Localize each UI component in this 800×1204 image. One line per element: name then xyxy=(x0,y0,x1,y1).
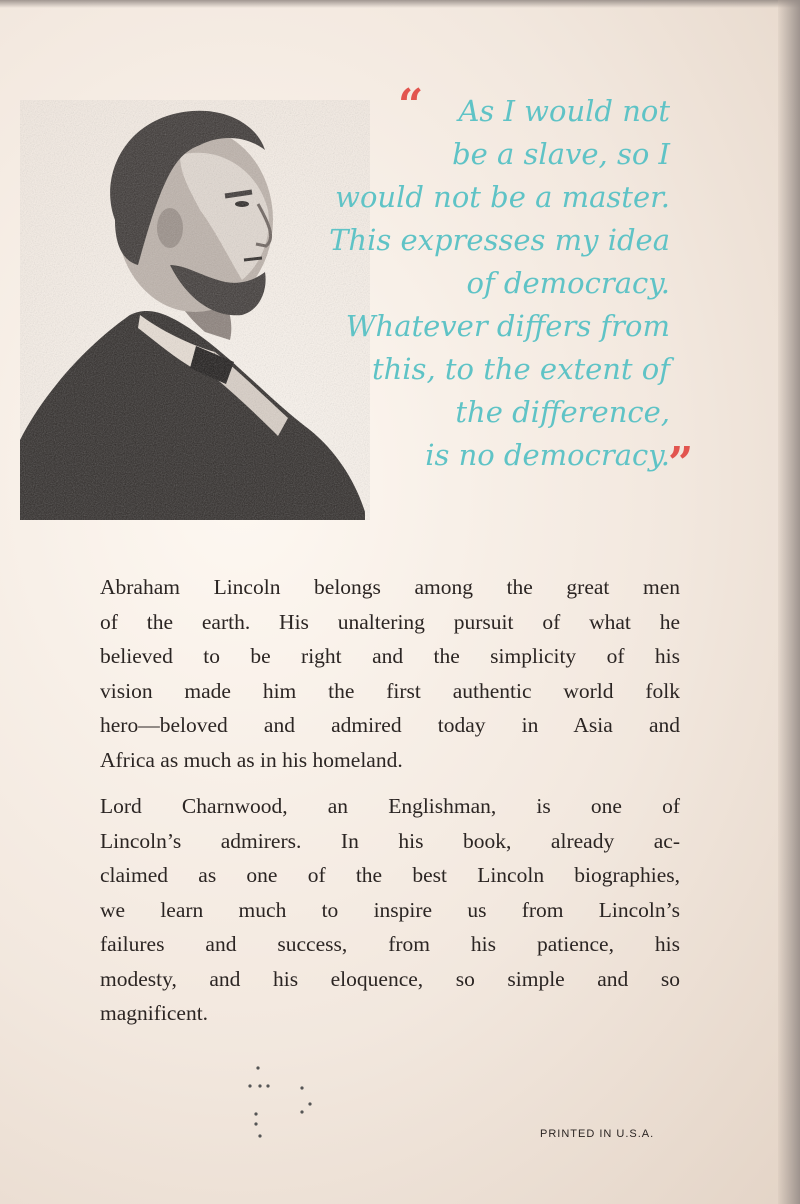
text-line: claimed as one of the best Lincoln biographies, xyxy=(100,863,680,887)
quote-line: As I would not xyxy=(458,94,670,128)
quote-close-mark: ” xyxy=(668,438,694,489)
text-line: failures and success, from his patience, his xyxy=(100,932,680,956)
blurb-text xyxy=(100,570,680,1031)
quote-line: This expresses my idea xyxy=(329,223,670,257)
text-line: we learn much to inspire us from Lincoln’s xyxy=(100,897,680,922)
text-line: Abraham Lincoln belongs among the great men xyxy=(100,575,680,599)
blurb-paragraph-2 xyxy=(100,789,680,1031)
quote-line: Whatever differs from xyxy=(345,309,670,343)
quote-open-mark: “ xyxy=(398,80,424,131)
quote-line: is no democracy. xyxy=(425,438,670,472)
cover-top-edge xyxy=(0,0,800,8)
cover-right-edge xyxy=(778,0,800,1204)
ink-specks xyxy=(240,1060,330,1150)
text-line: hero—beloved and admired today in Asia and xyxy=(100,713,680,737)
text-line: magnificent. xyxy=(100,1001,209,1025)
text-line: modesty, and his eloquence, so simple and so xyxy=(100,966,680,991)
text-line: Lincoln’s admirers. In his book, already ac- xyxy=(100,828,680,853)
text-line: vision made him the first authentic world folk xyxy=(100,678,680,703)
printed-in-usa: PRINTED IN U.S.A. xyxy=(540,1128,655,1140)
text-line: believed to be right and the simplicity of his xyxy=(100,644,680,668)
text-line: of the earth. His unaltering pursuit of what he xyxy=(100,609,680,634)
quote-line: the difference, xyxy=(455,395,670,429)
blurb-paragraph-1 xyxy=(100,570,680,777)
quote-line: be a slave, so I xyxy=(452,137,670,171)
text-line: Africa as much as in his homeland. xyxy=(100,747,403,772)
quote-line: would not be a master. xyxy=(335,180,670,214)
quote-line: of democracy. xyxy=(466,266,670,300)
quote-line: this, to the extent of xyxy=(371,352,670,386)
lincoln-quote xyxy=(290,90,670,477)
text-line: Lord Charnwood, an Englishman, is one of xyxy=(100,794,680,818)
